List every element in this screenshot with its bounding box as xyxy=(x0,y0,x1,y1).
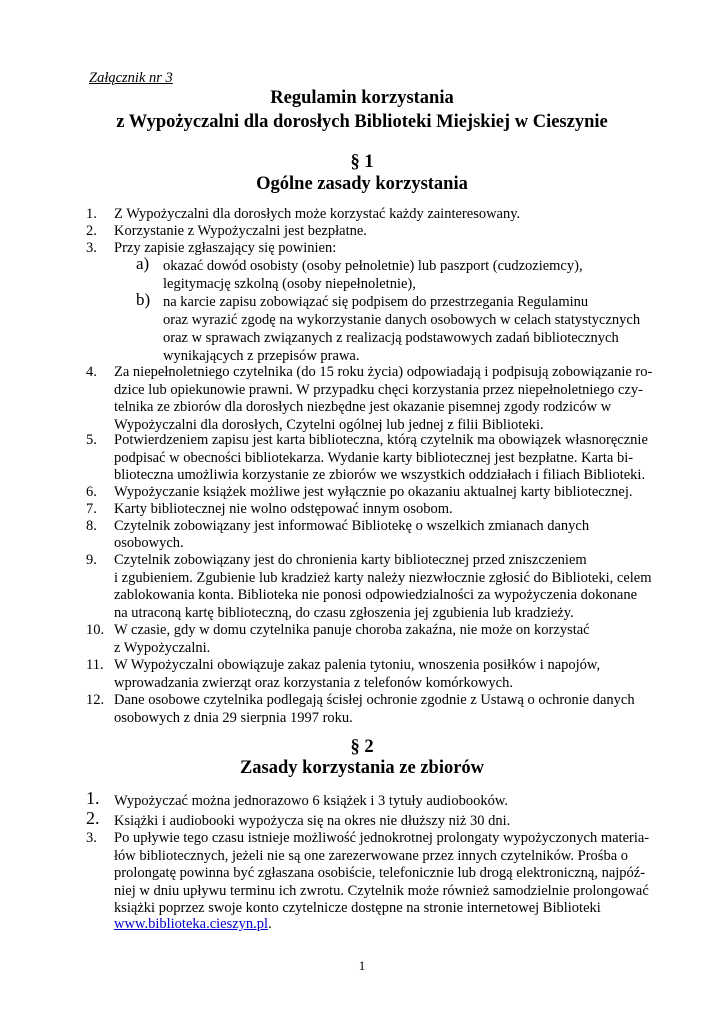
link-line xyxy=(114,916,272,934)
section1-item-text-line: Korzystanie z Wypożyczalni jest bezpłatne. xyxy=(114,223,367,239)
section1-item-text-line: Potwierdzeniem zapisu jest karta biblioteczna, którą czytelnik ma obowiązek własnoręcznie xyxy=(114,432,648,448)
section1-item-text-line: i zgubieniem. Zgubienie lub kradzież karty należy niezwłocznie zgłosić do Biblioteki, celem xyxy=(114,570,652,586)
section1-heading: Ogólne zasady korzystania xyxy=(256,174,468,194)
section1-item-text-line: na utraconą kartę biblioteczną, do czasu zgłoszenia jej zgubienia lub kradzieży. xyxy=(114,605,574,621)
section1-item-text-line: osobowych z dnia 29 sierpnia 1997 roku. xyxy=(114,710,353,726)
section1-item-text-line: okazać dowód osobisty (osoby pełnoletnie) lub paszport (cudzoziemcy), xyxy=(163,258,583,274)
section1-item-text-line: Dane osobowe czytelnika podlegają ścisłej ochronie zgodnie z Ustawą o ochronie danych xyxy=(114,692,635,708)
section1-item-number: 5. xyxy=(86,432,97,448)
section1-item-text-line: Za niepełnoletniego czytelnika (do 15 roku życia) odpowiadają i podpisują zobowiązanie ro- xyxy=(114,364,653,380)
section1-item-number: 7. xyxy=(86,501,97,517)
section2-item-text-line: Po upływie tego czasu istnieje możliwość jednokrotnej prolongaty wypożyczonych materia- xyxy=(114,830,650,846)
section1-item-text-line: zablokowania konta. Biblioteka nie ponosi odpowiedzialności za wypożyczenia dokonane xyxy=(114,587,638,603)
section1-item-text-line: blioteczna umożliwia korzystanie ze zbiorów we wszystkich oddziałach i filiach Biblioteki. xyxy=(114,467,646,483)
section1-item-number: 9. xyxy=(86,552,97,568)
section1-item-text-line: legitymację szkolną (osoby niepełnoletnie), xyxy=(163,276,416,292)
section1-item-number: 1. xyxy=(86,206,97,222)
section2-item-number: 1. xyxy=(86,788,100,808)
section1-item-number: 6. xyxy=(86,484,97,500)
section2-item-number: 3. xyxy=(86,830,97,846)
section1-item-text-line: wprowadzania zwierząt oraz korzystania z telefonów komórkowych. xyxy=(114,675,513,691)
section1-mark: § 1 xyxy=(350,152,374,172)
section1-item-text-line: W Wypożyczalni obowiązuje zakaz palenia tytoniu, wnoszenia posiłków i napojów, xyxy=(114,657,601,673)
section1-item-text-line: Wypożyczanie książek możliwe jest wyłącznie po okazaniu aktualnej karty bibliotecznej. xyxy=(114,484,633,500)
link-suffix: . xyxy=(268,916,272,932)
section1-item-number: a) xyxy=(136,254,150,273)
section2-item-text-line: prolongatę powinna być zgłaszana osobiście, telefonicznie lub drogą elektroniczną, najpóź- xyxy=(114,865,646,881)
section1-item-text-line: Z Wypożyczalni dla dorosłych może korzystać każdy zainteresowany. xyxy=(114,206,521,222)
section1-item-text-line: oraz w sprawach związanych z realizacją podstawowych zadań bibliotecznych xyxy=(163,330,619,346)
section1-item-text-line: Przy zapisie zgłaszający się powinien: xyxy=(114,240,337,256)
section2-item-text-line: łów bibliotecznych, jeżeli nie są one zarezerwowane przez innych czytelników. Prośba o xyxy=(114,848,628,864)
library-website-link[interactable]: www.biblioteka.cieszyn.pl xyxy=(114,916,269,932)
section2-item-text-line: Wypożyczać można jednorazowo 6 książek i 3 tytuły audiobooków. xyxy=(114,793,508,809)
section1-item-text-line: z Wypożyczalni. xyxy=(114,640,211,656)
section2-item-text-line: niej w dniu upływu terminu ich zwrotu. Czytelnik może również samodzielnie prolongować xyxy=(114,883,649,899)
section1-item-text-line: oraz wyrazić zgodę na wykorzystanie danych osobowych w celach statystycznych xyxy=(163,312,641,328)
section1-item-number: 3. xyxy=(86,240,97,256)
section1-item-text-line: Wypożyczalni dla dorosłych, Czytelni ogólnej lub jednej z filii Biblioteki. xyxy=(114,417,544,433)
section1-item-text-line: osobowych. xyxy=(114,535,184,551)
section1-item-text-line: dzice lub opiekunowie prawni. W przypadku chęci korzystania przez niepełnoletniego czy- xyxy=(114,382,643,398)
section1-item-number: 10. xyxy=(86,622,105,638)
section1-item-number: 8. xyxy=(86,518,97,534)
section2-item-number: 2. xyxy=(86,808,100,828)
section1-item-text-line: Czytelnik zobowiązany jest informować Bibliotekę o wszelkich zmianach danych xyxy=(114,518,590,534)
annex-label: Załącznik nr 3 xyxy=(89,70,173,86)
section1-item-text-line: Karty bibliotecznej nie wolno odstępować innym osobom. xyxy=(114,501,453,517)
section1-item-number: b) xyxy=(136,290,151,309)
page-number: 1 xyxy=(358,958,366,973)
section1-item-number: 4. xyxy=(86,364,97,380)
title-line-2: z Wypożyczalni dla dorosłych Biblioteki Miejskiej w Cieszynie xyxy=(116,112,608,132)
section1-item-text-line: W czasie, gdy w domu czytelnika panuje choroba zakaźna, nie może on korzystać xyxy=(114,622,590,638)
section1-item-text-line: wynikających z przepisów prawa. xyxy=(163,348,360,364)
section1-item-number: 2. xyxy=(86,223,97,239)
section2-heading: Zasady korzystania ze zbiorów xyxy=(239,758,485,778)
section1-item-number: 12. xyxy=(86,692,105,708)
section2-item-text-line: książki poprzez swoje konto czytelnicze dostępne na stronie internetowej Biblioteki xyxy=(114,900,601,916)
section1-item-number: 11. xyxy=(86,657,104,673)
section2-item-text-line: Książki i audiobooki wypożycza się na okres nie dłuższy niż 30 dni. xyxy=(114,813,511,829)
section1-item-text-line: Czytelnik zobowiązany jest do chronienia karty bibliotecznej przed zniszczeniem xyxy=(114,552,587,568)
section2-mark: § 2 xyxy=(350,737,374,757)
title-line-1: Regulamin korzystania xyxy=(270,88,454,108)
section1-item-text-line: telnika ze zbiorów dla dorosłych niezbędne jest okazanie pisemnej zgody rodziców w xyxy=(114,399,612,415)
section1-item-text-line: na karcie zapisu zobowiązać się podpisem do przestrzegania Regulaminu xyxy=(163,294,589,310)
section1-item-text-line: podpisać w obecności bibliotekarza. Wydanie karty bibliotecznej jest bezpłatne. Karta bi- xyxy=(114,450,634,466)
